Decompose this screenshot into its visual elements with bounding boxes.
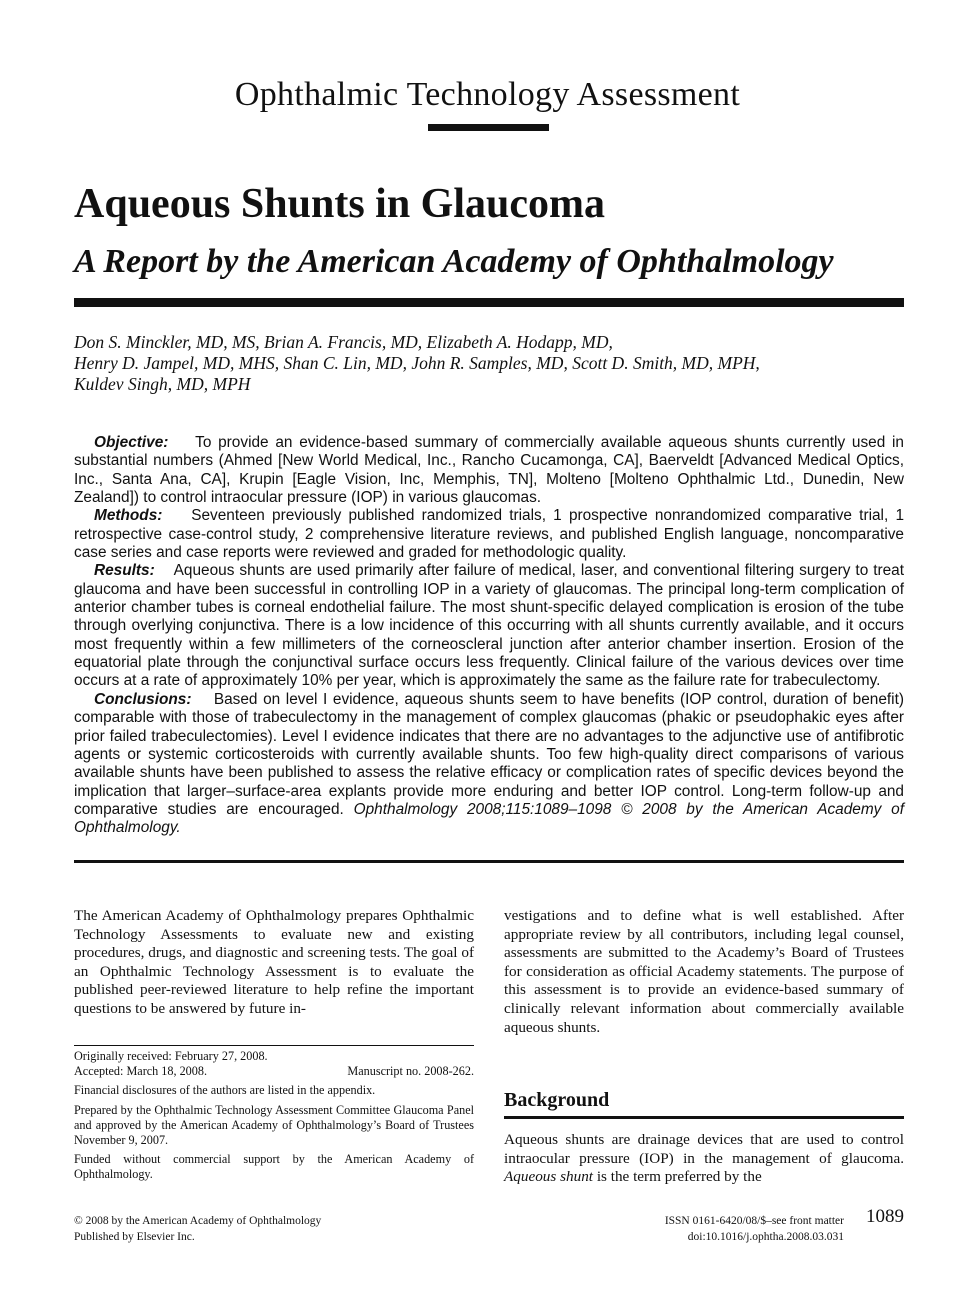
- background-text: [504, 1131, 904, 1187]
- article-subtitle: A Report by the American Academy of Ophthalmology: [74, 243, 834, 280]
- intro-right-column: vestigations and to define what is well established. After appropriate review by all contributors, including legal counsel, assessments are submitted to the Academy’s Board of Trustees for consideration as official Academy statements. The purpose of this assessment is to provide an evidence-based summary of clinically relevant information about commercially available aqueous shunts.: [504, 907, 904, 1036]
- abstract-objective: [74, 434, 904, 507]
- accepted-row: [74, 1064, 474, 1079]
- abstract-results: [74, 562, 904, 690]
- section-title: Ophthalmic Technology Assessment: [234, 76, 741, 113]
- abstract-text: Seventeen previously published randomized trials, 1 prospective nonrandomized comparative trial, 1 retrospective case-control study, 2 comprehensive literature reviews, and published English language, noncomparative case series and case reports were reviewed and graded for methodologic quality.: [74, 507, 905, 562]
- copyright: © 2008 by the American Academy of Ophthalmology: [74, 1215, 322, 1227]
- abstract-text: Aqueous shunts are used primarily after failure of medical, laser, and conventional filtering surgery to treat glaucoma and have been successful in controlling IOP in a variety of glaucomas. The principal long-term complication of anterior chamber tubes is corneal endothelial failure. The most shunt-specific delayed complication is erosion of the tube through overlying conjunctiva. There is a low incidence of this occurring with all shunts currently available, and it occurs most frequently within a few millimeters of the corneoscleral junction after anterior chamber insertion. Erosion of the equatorial plate through the conjunctival surface occurs less frequently. Clinical failure of the various devices over time occurs at a rate of approximately 10% per year, which is approximately the same as the failure rate for trabeculectomy.: [74, 562, 904, 690]
- issn: ISSN 0161-6420/08/$–see front matter: [664, 1215, 844, 1227]
- abstract: [74, 434, 904, 838]
- background-heading: Background: [504, 1089, 610, 1111]
- abstract-text: To provide an evidence-based summary of commercially available aqueous shunts currently used in substantial numbers (Ahmed [New World Medical, Inc., Rancho Cucamonga, CA], Baerveldt [Advanced Medical Optics, Inc., Santa Ana, CA], Krupin [Eagle Vision, Inc, Memphis, TN], Molteno [Molteno Ophthalmic Ltd., Dunedin, New Zealand]) to control intraocular pressure (IOP) in various glaucomas.: [74, 434, 904, 507]
- article-title: Aqueous Shunts in Glaucoma: [74, 181, 606, 227]
- prepared-by: Prepared by the Ophthalmic Technology Assessment Committee Glaucoma Panel and approved by the American Academy of Ophthalmology’s Board of Trustees November 9, 2007.: [74, 1102, 474, 1148]
- publisher: Published by Elsevier Inc.: [74, 1230, 195, 1243]
- footer-right: [600, 1214, 844, 1245]
- author-line: Kuldev Singh, MD, MPH: [74, 374, 251, 394]
- abstract-label: Methods:: [94, 507, 163, 525]
- footnote-rule: [74, 1045, 474, 1046]
- funding: Funded without commercial support by the American Academy of Ophthalmology.: [74, 1152, 474, 1182]
- author-line: Don S. Minckler, MD, MS, Brian A. Francis, MD, Elizabeth A. Hodapp, MD,: [74, 332, 613, 352]
- manuscript-number: Manuscript no. 2008-262.: [347, 1064, 474, 1079]
- received-date: Originally received: February 27, 2008.: [74, 1049, 268, 1063]
- title-rule: [74, 298, 904, 307]
- background-rule: [504, 1116, 904, 1119]
- footnotes: [74, 1049, 474, 1187]
- abstract-label: Conclusions:: [94, 690, 192, 708]
- abstract-label: Objective:: [94, 434, 169, 451]
- accepted-date: Accepted: March 18, 2008.: [74, 1064, 208, 1079]
- intro-left-column: The American Academy of Ophthalmology prepares Ophthalmic Technology Assessments to evaluate new and existing procedures, drugs, and diagnostic and screening tests. The goal of an Ophthalmic Technology Assessment is to evaluate the published peer-reviewed literature to help refine the important questions to be answered by future in-: [74, 907, 474, 1017]
- page-number: 1089: [866, 1206, 904, 1227]
- author-line: Henry D. Jampel, MD, MHS, Shan C. Lin, MD, John R. Samples, MD, Scott D. Smith, MD, MPH,: [74, 353, 760, 373]
- footer-left: [74, 1214, 321, 1245]
- background-term: Aqueous shunt: [504, 1168, 594, 1186]
- abstract-methods: [74, 507, 904, 562]
- abstract-rule: [74, 860, 904, 863]
- doi: doi:10.1016/j.ophtha.2008.03.031: [687, 1230, 844, 1243]
- abstract-citation: Ophthalmology 2008;115:1089–1098 © 2008 by the American Academy of Ophthalmology.: [74, 800, 905, 837]
- section-rule: [428, 124, 549, 131]
- abstract-conclusions: [74, 691, 904, 838]
- abstract-text: Based on level I evidence, aqueous shunts seem to have benefits (IOP control, duration of benefit) comparable with those of trabeculectomy in the management of complex glaucomas (phakic or pseudophakic eyes after prior failed trabeculectomies). Level I evidence indicates that there are no advantages to the adjunctive use of antifibrotic agents or systemic corticosteroids with currently available shunts. Too few high-quality direct comparisons of various available shunts have been published to assess the relative efficacy or complication rates of specific devices beyond the implication that larger–surface-area explants provide more enduring and better IOP control. Long-term follow-up and comparative studies are encouraged.: [74, 690, 904, 818]
- author-list: [74, 332, 904, 395]
- background-text-part: is the term preferred by the: [593, 1168, 762, 1186]
- abstract-label: Results:: [94, 562, 155, 580]
- background-text-part: Aqueous shunts are drainage devices that are used to control intraocular pressure (IOP) in the management of glaucoma.: [504, 1131, 904, 1167]
- financial-disclosures: Financial disclosures of the authors are listed in the appendix.: [74, 1083, 376, 1098]
